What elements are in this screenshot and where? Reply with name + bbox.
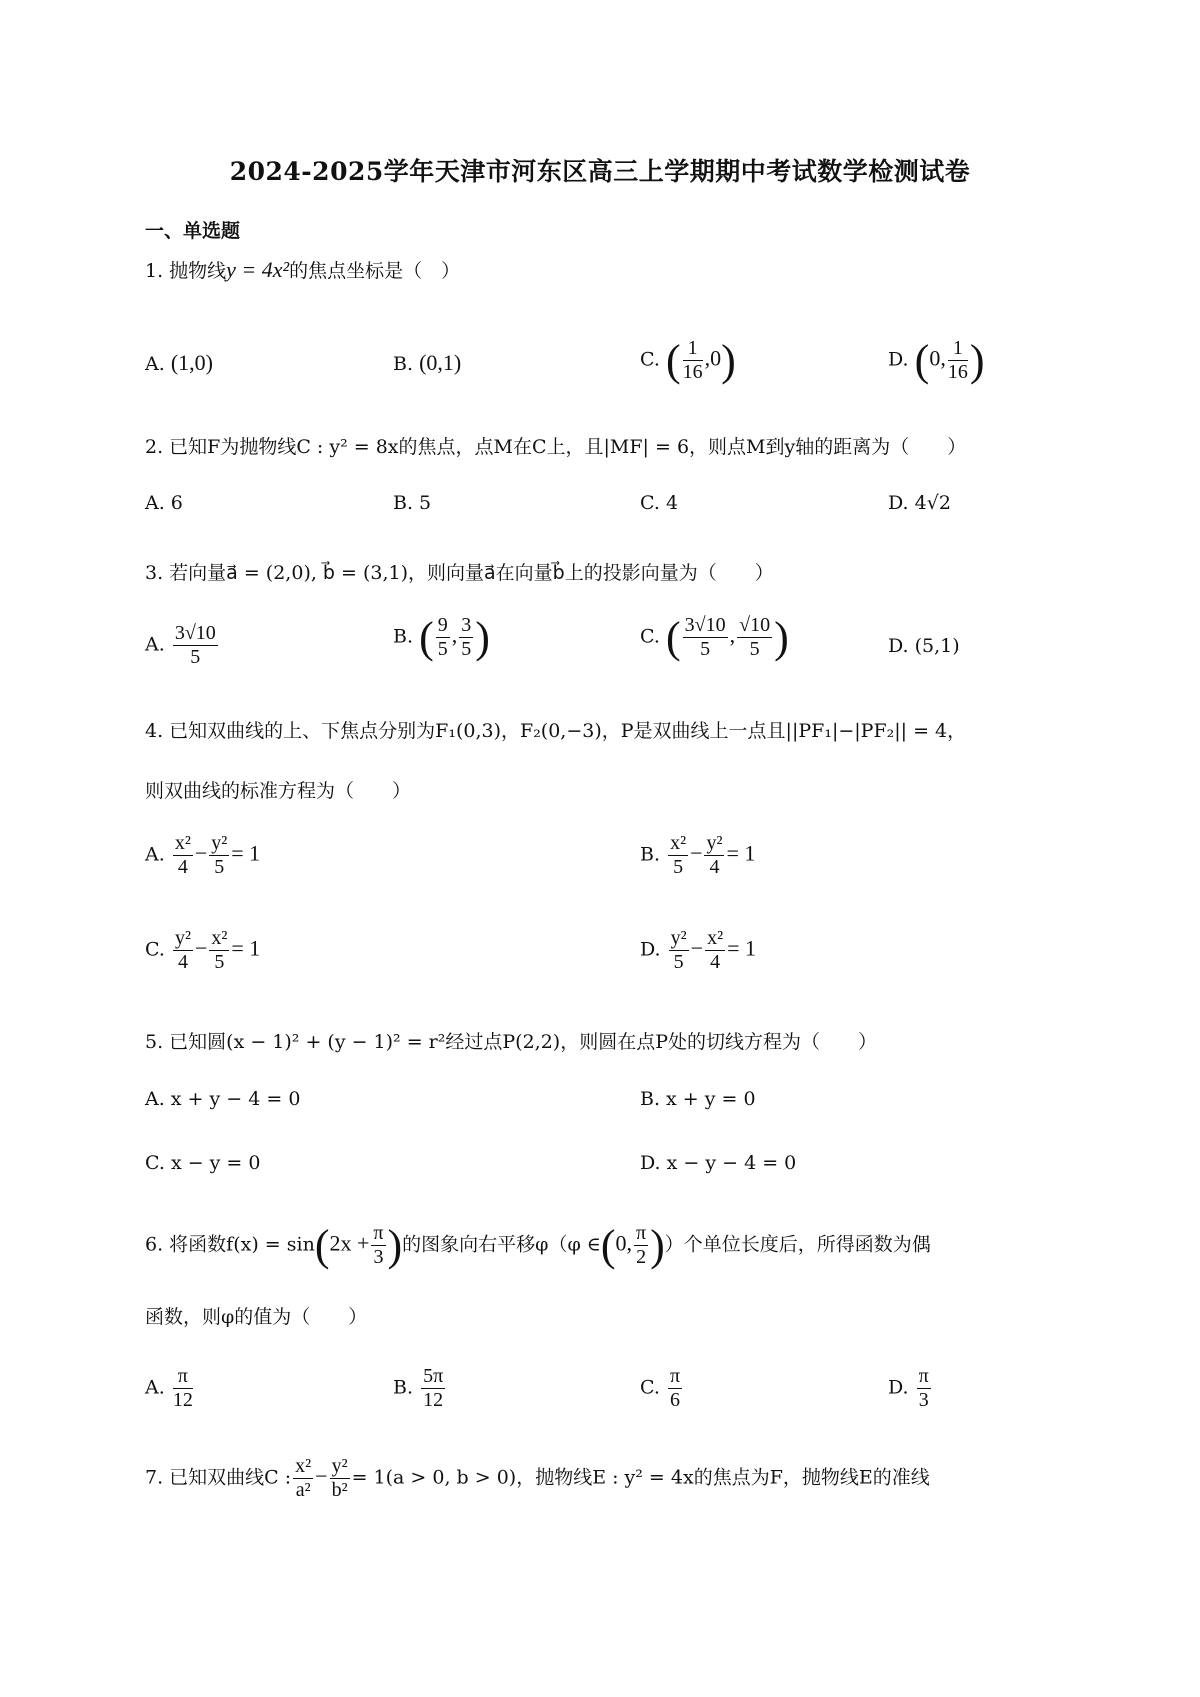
question-4-line-2: 则双曲线的标准方程为（ ） <box>145 780 412 802</box>
q3-option-a: A. $\frac{3√10}{5}$ <box>145 622 216 668</box>
question-7: 7. 已知双曲线C : $\frac{\text{x²}}{\text{a²}}$ − $\frac{\text{y²}}{\text{b²}}$ = 1(a > 0, b > 0)，抛物线E : y² = 4x的焦点为F，抛物线E的准线 <box>145 1455 930 1501</box>
q6-option-b: B. $\frac{5\pi}{12}$ <box>393 1365 444 1411</box>
question-6-line-1: 6. 将函数f(x) = sin(2x + $\frac{\pi}{3}$ )的图象向右平移φ（φ ∈(0, $\frac{\pi}{2}$ )）个单位长度后，所得函数为偶 <box>145 1221 931 1270</box>
q1-option-a: A. (1,0) <box>145 350 213 375</box>
q2-option-a: A. 6 <box>145 492 183 514</box>
q3-option-c: C. ( $\frac{3√10}{5}$ , $\frac{√10}{5}$ ) <box>640 613 789 662</box>
q4-option-b: B. $\frac{\text{x²}}{5}$ − $\frac{\text{y²}}{4}$ = 1 <box>640 832 756 878</box>
q4-option-a: A. $\frac{\text{x²}}{4}$ − $\frac{\text{y²}}{5}$ = 1 <box>145 832 261 878</box>
q3-a-fraction: $\frac{3√10}{5}$ <box>174 622 216 668</box>
q4-option-d: D. $\frac{\text{y²}}{5}$ − $\frac{\text{x²}}{4}$ = 1 <box>640 927 756 973</box>
q5-option-c: C. x − y = 0 <box>145 1152 261 1174</box>
q5-option-d: D. x − y − 4 = 0 <box>640 1152 797 1174</box>
q3-option-d: D. (5,1) <box>888 635 960 657</box>
q1-option-c: C. ( $\frac{1}{16}$ ,0) <box>640 336 736 385</box>
q2-option-c: C. 4 <box>640 492 679 514</box>
q2-option-b: B. 5 <box>393 492 432 514</box>
q6-option-c: C. $\frac{\pi}{6}$ <box>640 1365 681 1411</box>
question-1: 1. 抛物线y = 4x²的焦点坐标是（ ） <box>145 257 461 282</box>
exam-title: 2024-2025学年天津市河东区高三上学期期中考试数学检测试卷 <box>229 157 971 186</box>
question-2: 2. 已知F为抛物线C : y² = 8x的焦点，点M在C上，且|MF| = 6，则点M到y轴的距离为（ ） <box>145 436 967 458</box>
q6-option-a: A. $\frac{\pi}{12}$ <box>145 1365 193 1411</box>
q2-option-d: D. 4√2 <box>888 492 951 514</box>
q1-option-b: B. (0,1) <box>393 350 462 375</box>
q3-option-b: B. ( $\frac{9}{5}$ , $\frac{3}{5}$ ) <box>393 613 490 662</box>
q1-option-d: D. (0, $\frac{1}{16}$ ) <box>888 336 985 385</box>
question-4-line-1: 4. 已知双曲线的上、下焦点分别为F₁(0,3)，F₂(0,−3)，P是双曲线上一点且||PF₁|−|PF₂|| = 4， <box>145 720 967 742</box>
q1-c-fraction: $\frac{1}{16}$ <box>682 337 703 383</box>
q5-option-b: B. x + y = 0 <box>640 1088 756 1110</box>
question-5: 5. 已知圆(x − 1)² + (y − 1)² = r²经过点P(2,2)，则圆在点P处的切线方程为（ ） <box>145 1031 877 1053</box>
q4-option-c: C. $\frac{\text{y²}}{4}$ − $\frac{\text{x²}}{5}$ = 1 <box>145 927 261 973</box>
q5-option-a: A. x + y − 4 = 0 <box>145 1088 301 1110</box>
section-heading: 一、单选题 <box>145 220 241 242</box>
question-3: 3. 若向量a⃗ = (2,0), b⃗ = (3,1)，则向量a⃗在向量b⃗上的投影向量为（ ） <box>145 562 774 584</box>
q6-option-d: D. $\frac{\pi}{3}$ <box>888 1365 929 1411</box>
question-6-line-2: 函数，则φ的值为（ ） <box>145 1306 368 1328</box>
q1-d-fraction: $\frac{1}{16}$ <box>947 337 968 383</box>
